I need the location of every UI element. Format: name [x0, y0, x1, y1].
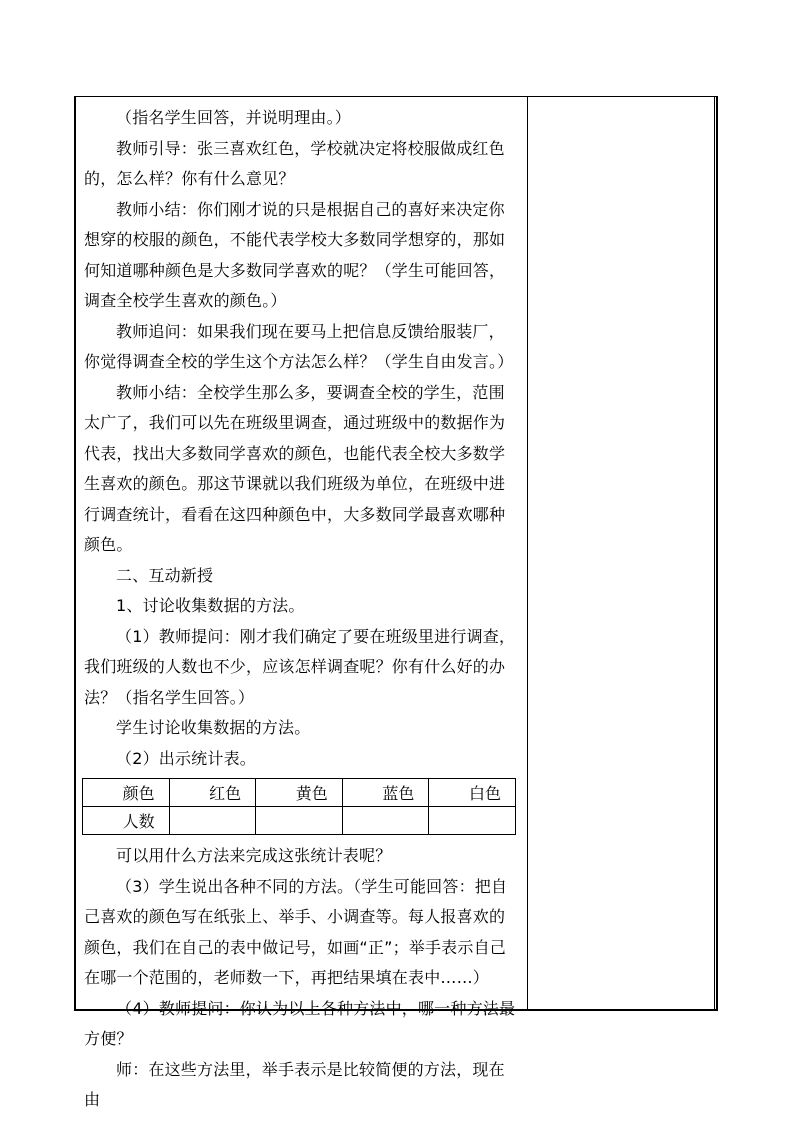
paragraph: 教师小结：你们刚才说的只是根据自己的喜好来决定你想穿的校服的颜色，不能代表学校大多数同学想穿的，那如何知道哪种颜色是大多数同学喜欢的呢？（学生可能回答，调查全校学生喜欢的颜色。） — [84, 199, 506, 310]
table-cell: 颜色 — [83, 779, 170, 807]
table-row — [83, 779, 516, 807]
table-row — [83, 807, 516, 835]
table-cell: 白色 — [429, 779, 516, 807]
table-cell — [342, 807, 429, 835]
paragraph: （1）教师提问：刚才我们确定了要在班级里进行调查，我们班级的人数也不少，应该怎样调查呢？你有什么好的办法？（指名学生回答。） — [84, 626, 516, 707]
table-cell: 黄色 — [256, 779, 343, 807]
color-stats-table — [82, 778, 516, 835]
main-content-column — [84, 103, 520, 1116]
table-cell — [256, 807, 343, 835]
paragraph: 师：在这些方法里，举手表示是比较简便的方法，现在由 — [84, 1059, 505, 1109]
paragraph: （指名学生回答，并说明理由。） — [116, 108, 352, 127]
table-cell: 红色 — [169, 779, 256, 807]
section-heading: 二、互动新授 — [116, 565, 214, 585]
table-cell — [169, 807, 256, 835]
subsection-heading: 1、讨论收集数据的方法。 — [116, 596, 305, 615]
paragraph: 可以用什么方法来完成这张统计表呢？ — [116, 846, 392, 865]
table-cell: 蓝色 — [342, 779, 429, 807]
column-divider — [527, 97, 528, 1009]
table-cell: 人数 — [83, 807, 170, 835]
paragraph: 教师小结：全校学生那么多，要调查全校的学生，范围太广了，我们可以先在班级里调查，通过班级中的数据作为代表，找出大多数同学喜欢的颜色，也能代表全校大多数学生喜欢的颜色。那这节课就以我们班级为单位，在班级中进行调查统计，看看在这四种颜色中，大多数同学最喜欢哪种颜色。 — [84, 382, 506, 554]
paragraph: 教师追问：如果我们现在要马上把信息反馈给服装厂，你觉得调查全校的学生这个方法怎么样？（学生自由发言。） — [84, 321, 514, 371]
paragraph: （4）教师提问：你认为以上各种方法中，哪一种方法最方便？ — [84, 998, 516, 1048]
paragraph: 学生讨论收集数据的方法。 — [116, 718, 311, 737]
paragraph: （2）出示统计表。 — [116, 748, 256, 768]
paragraph: （3）学生说出各种不同的方法。（学生可能回答：把自己喜欢的颜色写在纸张上、举手、小调查等。每人报喜欢的颜色，我们在自己的表中做记号，如画“正”；举手表示自己在哪一个范围的，老师数一下，再把结果填在表中……） — [84, 876, 508, 987]
table-cell — [429, 807, 516, 835]
lesson-plan-table — [74, 96, 718, 1109]
paragraph: 教师引导：张三喜欢红色，学校就决定将校服做成红色的，怎么样？你有什么意见？ — [84, 138, 505, 188]
